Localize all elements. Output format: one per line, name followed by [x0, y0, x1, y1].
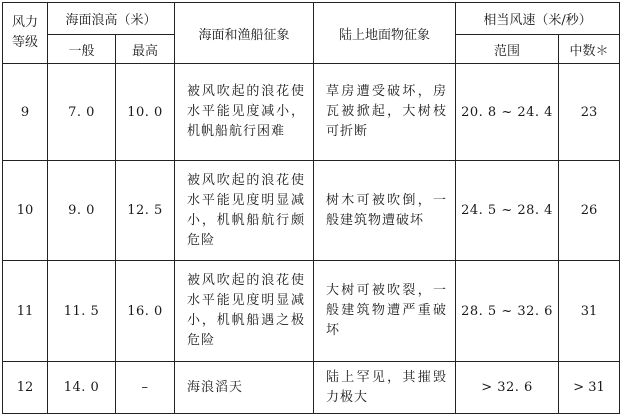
cell-range: 20. 8 ~ 24. 4: [456, 64, 559, 161]
cell-land-signs: 草房遭受破坏，房瓦被掀起，大树枝可折断: [314, 64, 456, 161]
cell-wave-general: 14. 0: [48, 362, 116, 414]
cell-level: 9: [3, 64, 48, 161]
wind-scale-table: [2, 2, 620, 414]
header-wind-speed: 相当风速（米/秒）: [456, 3, 620, 35]
header-wave-height: 海面浪高（米）: [48, 3, 175, 35]
cell-median: 23: [559, 64, 620, 161]
cell-wave-max: –: [116, 362, 175, 414]
cell-level: 10: [3, 161, 48, 261]
header-wave-general: 一般: [48, 35, 116, 64]
cell-sea-signs: 被风吹起的浪花使水平能见度减小，机帆船航行困难: [175, 64, 314, 161]
cell-level: 11: [3, 261, 48, 362]
header-wave-max: 最高: [116, 35, 175, 64]
cell-wave-general: 7. 0: [48, 64, 116, 161]
table-row: [3, 64, 620, 161]
header-row-1: [3, 3, 620, 35]
cell-wave-general: 9. 0: [48, 161, 116, 261]
header-sea-signs: 海面和渔船征象: [175, 3, 314, 64]
cell-median: 31: [559, 261, 620, 362]
cell-range: > 32. 6: [456, 362, 559, 414]
header-range: 范围: [456, 35, 559, 64]
cell-sea-signs: 海浪滔天: [175, 362, 314, 414]
cell-wave-max: 12. 5: [116, 161, 175, 261]
cell-land-signs: 树木可被吹倒，一般建筑物遭破坏: [314, 161, 456, 261]
cell-wave-max: 10. 0: [116, 64, 175, 161]
cell-level: 12: [3, 362, 48, 414]
cell-sea-signs: 被风吹起的浪花使水平能见度明显减小，机帆船航行颇危险: [175, 161, 314, 261]
cell-land-signs: 大树可被吹裂，一般建筑物遭严重破坏: [314, 261, 456, 362]
cell-range: 24. 5 ~ 28. 4: [456, 161, 559, 261]
table-row: [3, 261, 620, 362]
cell-land-signs: 陆上罕见，其摧毁力极大: [314, 362, 456, 414]
table-row: [3, 362, 620, 414]
header-median: 中数＊: [559, 35, 620, 64]
cell-median: 26: [559, 161, 620, 261]
cell-range: 28. 5 ~ 32. 6: [456, 261, 559, 362]
cell-wave-general: 11. 5: [48, 261, 116, 362]
header-level: 风力 等级: [3, 3, 48, 64]
header-land-signs: 陆上地面物征象: [314, 3, 456, 64]
cell-sea-signs: 被风吹起的浪花使水平能见度明显减小，机帆船遇之极危险: [175, 261, 314, 362]
cell-median: > 31: [559, 362, 620, 414]
table-row: [3, 161, 620, 261]
cell-wave-max: 16. 0: [116, 261, 175, 362]
